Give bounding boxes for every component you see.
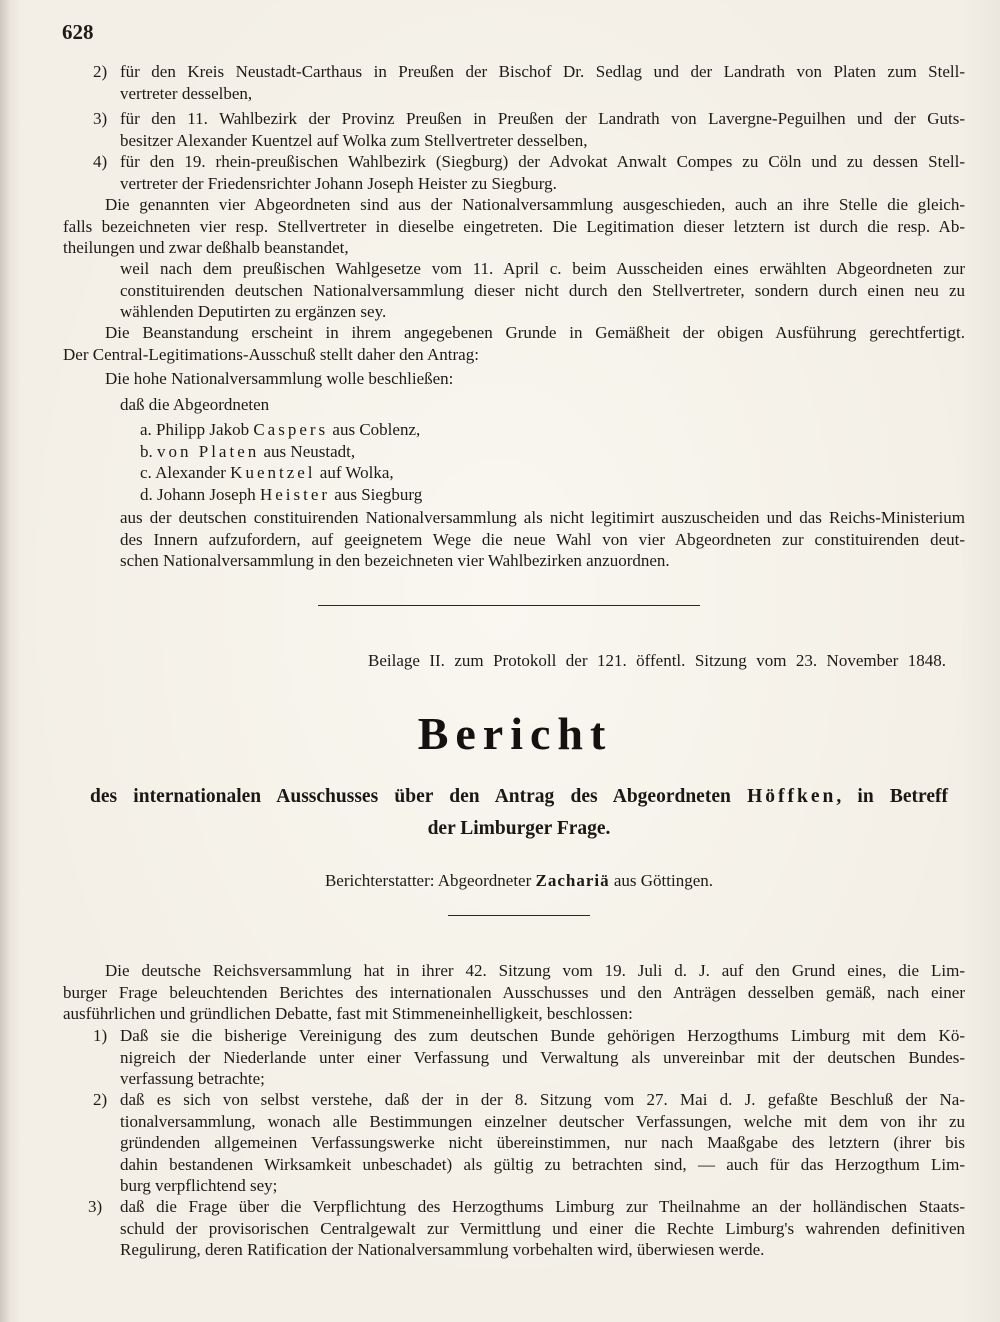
member-entry: [140, 441, 965, 463]
item-number: 1): [93, 1026, 108, 1045]
text-line: schuld der provisorischen Centralgewalt zur Vermittlung und einer die Rechte Limburg's wahrenden definitiven: [120, 1218, 965, 1238]
member-origin: aus Siegburg: [334, 484, 423, 504]
member-given-name: Johann Joseph: [157, 484, 256, 504]
text-line: Die Beanstandung erscheint in ihrem angegebenen Grunde in Gemäßheit der obigen Ausführung gerechtfertigt.: [105, 323, 965, 342]
member-surname: Caspers: [253, 420, 329, 439]
list-item: [93, 1089, 965, 1197]
item-number: 3): [88, 1197, 103, 1216]
text-line: gründenden allgemeinen Verfassungswerke nicht übereinstimmen, nur nach Maaßgabe des letztern (ihrer bis: [120, 1133, 965, 1153]
member-origin: aus Coblenz,: [332, 420, 421, 439]
motion-lead: [120, 394, 965, 416]
text-line: theilungen und zwar deßhalb beanstandet,: [63, 238, 349, 258]
text-line: dahin bestandenen Wirksamkeit unbeschadet) als gültig zu betrachten sind, — auch für das Herzogthum Lim-: [120, 1154, 965, 1174]
member-given-name: Alexander: [155, 463, 226, 483]
list-item: [88, 1196, 965, 1261]
section-divider: [318, 605, 700, 606]
member-entry: [140, 462, 965, 484]
text-line: aus der deutschen constituirenden Nationalversammlung als nicht legitimirt auszuscheiden und das Reichs-Ministerium: [120, 508, 965, 527]
subtitle-name: Höffken: [747, 786, 837, 807]
text-line: verfassung betrachte;: [120, 1069, 265, 1089]
text-line: constituirenden deutschen Nationalversammlung dieser nicht durch den Stellvertreter, sondern durch einen neu zu: [120, 280, 965, 300]
text-line: für den Kreis Neustadt-Carthaus in Preußen der Bischof Dr. Sedlag und der Landrath von Platen zum Stell-: [120, 62, 965, 81]
text-line: für den 19. rhein-preußischen Wahlbezirk (Siegburg) der Advokat Anwalt Compes zu Cöln und zu dessen Stell-: [120, 152, 965, 171]
reporter-line: [90, 870, 948, 892]
member-given-name: Philipp Jakob: [156, 420, 250, 439]
annex-intro-paragraph: [63, 960, 965, 1025]
text-line: Die genannten vier Abgeordneten sind aus der Nationalversammlung ausgeschieden, auch an ihre Stelle die gleich-: [105, 195, 965, 214]
member-label: b.: [140, 441, 153, 461]
member-label: d.: [140, 484, 153, 504]
text-line: falls bezeichneten vier resp. Stellvertreter in dieselbe eingetreten. Die Legitimation dieser letztern ist durch die resp. Ab-: [63, 216, 965, 236]
member-entry: [140, 484, 965, 506]
member-entry: [140, 419, 965, 441]
reporter-place: aus Göttingen.: [613, 871, 714, 890]
text-line: des Innern aufzufordern, auf geeignetem Wege die neue Wahl von vier Abgeordneten zur constituirenden deut-: [120, 529, 965, 549]
statement-paragraph: [63, 194, 965, 259]
text-line: schen Nationalversammlung in den bezeichneten vier Wahlbezirken anzuordnen.: [120, 551, 670, 571]
text-line: ausführlichen und gründlichen Debatte, fast mit Stimmeneinhelligkeit, beschlossen:: [63, 1004, 633, 1024]
text-line: daß die Frage über die Verpflichtung des Herzogthums Limburg zur Theilnahme an der holländischen Staats-: [120, 1197, 965, 1216]
reporter-name: Zachariä: [535, 871, 610, 890]
report-subtitle: [90, 784, 948, 810]
text-line: Die deutsche Reichsversammlung hat in ihrer 42. Sitzung vom 19. Juli d. J. auf den Grund eines, die Lim-: [105, 961, 965, 980]
text-line: vertreter der Friedensrichter Johann Joseph Heister zu Siegburg.: [120, 173, 557, 193]
member-origin: aus Neustadt,: [263, 441, 356, 461]
text-line: burg verpflichtend sey;: [120, 1176, 278, 1196]
reporter-label: Berichterstatter: Abgeordneter: [324, 871, 532, 890]
member-surname: Kuentzel: [230, 463, 316, 483]
text-line: daß es sich von selbst verstehe, daß der in der 8. Sitzung vom 27. Mai d. J. gefaßte Beschluß der Na-: [120, 1090, 965, 1109]
text-line: für den 11. Wahlbezirk der Provinz Preußen in Preußen der Landrath von Lavergne-Peguilhen und der Guts-: [120, 109, 965, 128]
item-number: 4): [93, 152, 108, 171]
finding-paragraph: [63, 322, 965, 365]
text-line: weil nach dem preußischen Wahlgesetze vom 11. April c. beim Ausscheiden eines erwählten Abgeordneten zur: [120, 259, 965, 278]
subtitle-text: , in Betreff: [836, 786, 948, 807]
report-subtitle-line2: der Limburger Frage.: [427, 818, 611, 839]
list-item: [93, 151, 965, 194]
text-line: Die hohe Nationalversammlung wolle beschließen:: [105, 369, 454, 388]
text-line: Daß sie die bisherige Vereinigung des zum deutschen Bunde gehörigen Herzogthums Limburg mit dem Kö-: [120, 1026, 965, 1045]
subtitle-text: des internationalen Ausschusses über den Antrag des Abgeordneten: [90, 786, 731, 807]
member-surname: von Platen: [157, 441, 260, 461]
list-item: [93, 61, 965, 104]
list-item: [93, 108, 965, 151]
text-line: nigreich der Niederlande unter einer Verfassung und Verwaltung als unvereinbar mit der deutschen Bundes-: [120, 1047, 965, 1067]
report-title: Bericht: [417, 708, 613, 759]
member-origin: auf Wolka,: [319, 463, 394, 483]
text-line: daß die Abgeordneten: [120, 395, 270, 414]
text-line: Regulirung, deren Ratification der Nationalversammlung vorbehalten wird, überwiesen werde.: [120, 1240, 765, 1260]
reason-paragraph: [120, 258, 965, 323]
motion-body: [120, 507, 965, 572]
text-line: wählenden Deputirten zu ergänzen sey.: [120, 302, 387, 322]
item-number: 2): [93, 1090, 108, 1109]
text-line: besitzer Alexander Kuentzel auf Wolka zum Stellvertreter desselben,: [120, 130, 588, 150]
item-number: 3): [93, 109, 108, 128]
page-number: 628: [62, 20, 94, 44]
item-number: 2): [93, 62, 108, 81]
member-list: [140, 419, 965, 505]
text-line: vertreter desselben,: [120, 83, 253, 103]
list-item: [93, 1025, 965, 1090]
annex-caption: Beilage II. zum Protokoll der 121. öffentl. Sitzung vom 23. November 1848.: [368, 651, 946, 670]
motion-intro: [105, 368, 965, 390]
member-label: c.: [140, 463, 152, 483]
text-line: burger Frage beleuchtenden Berichtes des internationalen Ausschusses und den Anträgen desselben gemäß, nach einer: [63, 982, 965, 1002]
text-line: Der Central-Legitimations-Ausschuß stellt daher den Antrag:: [63, 344, 479, 364]
section-divider: [448, 915, 590, 916]
member-label: a.: [140, 420, 152, 439]
member-surname: Heister: [259, 484, 331, 504]
text-line: tionalversammlung, wonach alle Bestimmungen einzelner deutscher Verfassungen, welche mit dem von ihr zu: [120, 1111, 965, 1131]
